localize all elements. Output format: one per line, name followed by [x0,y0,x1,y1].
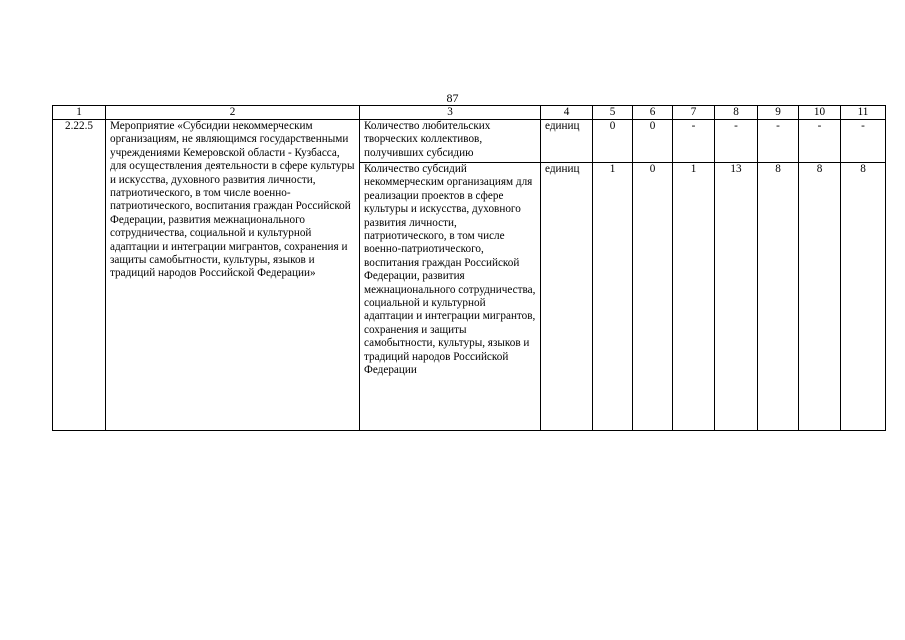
indicator-value: 8 [799,163,841,431]
indicator-value: 8 [841,163,886,431]
indicator-value: - [715,120,758,163]
indicator-value: 0 [633,163,673,431]
column-header: 1 [53,106,106,120]
indicator-unit: единиц [541,120,593,163]
table-row [53,120,886,163]
column-header: 6 [633,106,673,120]
indicators-table [52,105,886,431]
column-header: 10 [799,106,841,120]
column-header: 7 [673,106,715,120]
indicator-value: 1 [673,163,715,431]
indicator-name: Количество субсидий некоммерческим организациям для реализации проектов в сфере культуры и искусства, духовного развития личности, патриотического, в том числе военно-патриотического, воспитания граждан Российской Федерации, развития межнационального сотрудничества, социальной и культурной адаптации и интеграции мигрантов, сохранения и защиты самобытности, культуры, языков и традиций народов Российской Федерации [360,163,541,431]
indicator-value: 13 [715,163,758,431]
indicator-name: Количество любительских творческих коллективов, получивших субсидию [360,120,541,163]
indicator-value: 0 [633,120,673,163]
column-header: 11 [841,106,886,120]
indicator-value: 0 [593,120,633,163]
column-header: 3 [360,106,541,120]
column-header: 2 [106,106,360,120]
indicator-value: 8 [758,163,799,431]
column-header: 5 [593,106,633,120]
column-header: 8 [715,106,758,120]
indicator-unit: единиц [541,163,593,431]
table-header-row [53,106,886,120]
indicator-value: - [673,120,715,163]
indicator-value: - [841,120,886,163]
column-header: 9 [758,106,799,120]
column-header: 4 [541,106,593,120]
indicator-value: - [799,120,841,163]
page-number: 87 [446,91,459,105]
event-description: Мероприятие «Субсидии некоммерческим организациям, не являющимся государственными учреждениями Кемеровской области - Кузбасса, для осуществления деятельности в сфере культуры и искусства, духовного развития личности, патриотического, в том числе военно-патриотического, воспитания граждан Российской Федерации, развития межнационального сотрудничества, социальной и культурной адаптации и интеграции мигрантов, сохранения и защиты самобытности, культуры, языков и традиций народов Российской Федерации» [106,120,360,431]
indicator-value: - [758,120,799,163]
indicator-value: 1 [593,163,633,431]
row-code: 2.22.5 [53,120,106,431]
